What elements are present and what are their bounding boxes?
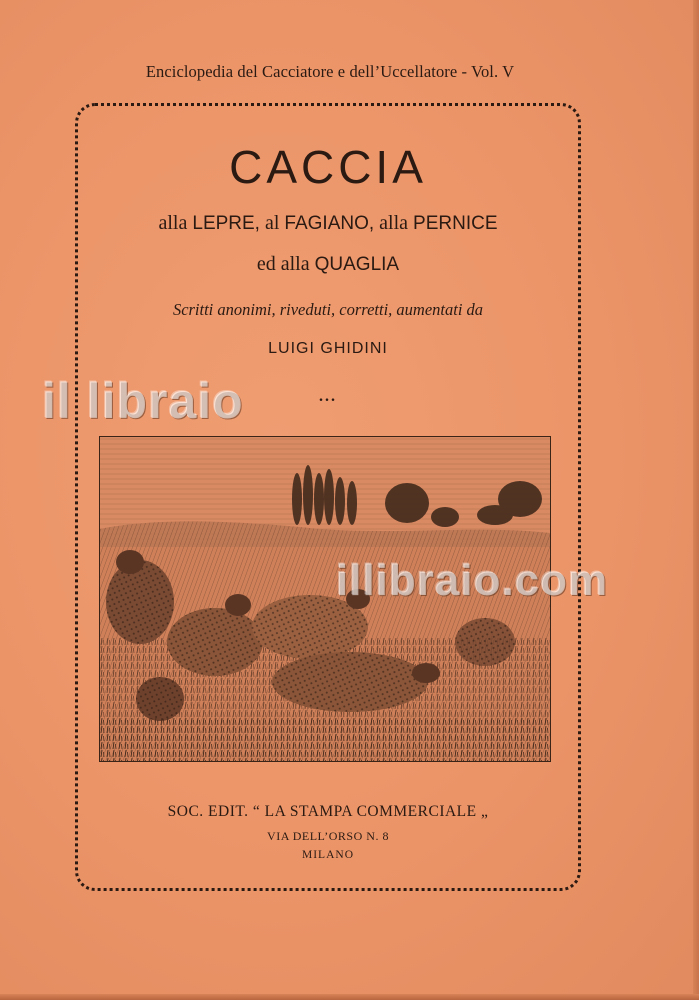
page-edge-right (693, 0, 699, 1000)
watermark-left: il libraio (42, 373, 244, 429)
subtitle-line-1 (75, 212, 581, 235)
subtitle-line-2 (75, 253, 581, 276)
watermark-center: illibraio.com (336, 556, 609, 605)
ornament-dots: ... (319, 388, 337, 405)
subtitle-lepre: LEPRE, (192, 213, 260, 234)
publisher-address: VIA DELL’ORSO N. 8 (267, 829, 389, 843)
author-name: LUIGI GHIDINI (268, 340, 388, 357)
subtitle-text: ed alla (256, 253, 315, 275)
subtitle-text: alla (158, 212, 193, 234)
subtitle-text: al (259, 212, 285, 234)
publisher-city: MILANO (302, 849, 354, 861)
subtitle-fagiano: FAGIANO, (284, 213, 375, 234)
subtitle-pernice: PERNICE (413, 213, 498, 234)
series-title: Enciclopedia del Cacciatore e dell’Uccellatore - Vol. V (145, 62, 515, 81)
credit-line: Scritti anonimi, riveduti, corretti, aumentati da (172, 300, 484, 319)
subtitle-text: alla (374, 212, 414, 234)
book-title: CACCIA (229, 141, 427, 193)
page-edge-bottom (0, 994, 699, 1000)
subtitle-quaglia: QUAGLIA (314, 254, 400, 275)
publisher-name: SOC. EDIT. “ LA STAMPA COMMERCIALE „ (167, 803, 489, 820)
